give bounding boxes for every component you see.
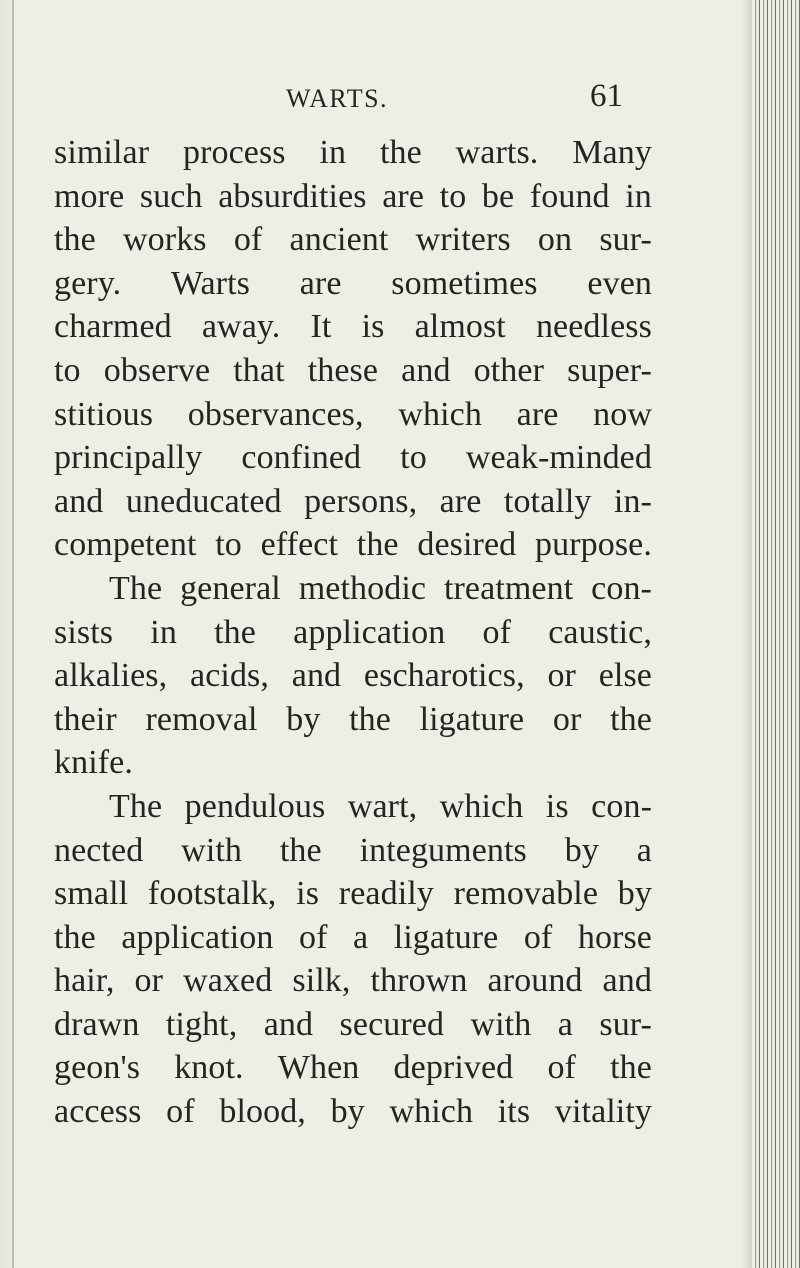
word: by bbox=[617, 875, 652, 913]
word: in bbox=[150, 613, 177, 651]
word: be bbox=[481, 177, 515, 215]
word: charmed bbox=[54, 308, 172, 346]
word: the bbox=[279, 831, 322, 869]
word: of bbox=[547, 1049, 576, 1087]
word: or bbox=[134, 962, 164, 1000]
word: the bbox=[610, 700, 652, 738]
word: ligature bbox=[419, 700, 525, 738]
word: the bbox=[214, 613, 256, 651]
word: to bbox=[215, 526, 242, 564]
word: which bbox=[439, 787, 524, 825]
word: by bbox=[330, 1093, 365, 1131]
word: principally bbox=[54, 439, 203, 477]
word: access bbox=[54, 1093, 142, 1131]
text-line bbox=[54, 218, 652, 262]
running-head bbox=[54, 76, 654, 120]
word: of bbox=[482, 613, 512, 651]
word: is bbox=[545, 787, 569, 825]
word: these bbox=[307, 351, 379, 389]
word: on bbox=[537, 221, 573, 259]
word: that bbox=[233, 351, 285, 389]
text-line bbox=[54, 393, 652, 437]
word: with bbox=[181, 831, 243, 869]
word: super- bbox=[567, 351, 652, 389]
text-line bbox=[54, 916, 652, 960]
word: desired bbox=[417, 526, 517, 564]
text-line bbox=[54, 785, 652, 829]
word: found bbox=[529, 177, 610, 215]
word: readily bbox=[338, 875, 434, 913]
word: waxed bbox=[183, 962, 273, 1000]
word: general bbox=[180, 569, 281, 607]
word: sur- bbox=[599, 1005, 652, 1043]
word: a bbox=[636, 831, 652, 869]
word: works bbox=[123, 221, 207, 259]
word: When bbox=[277, 1049, 360, 1087]
word: or bbox=[552, 700, 582, 738]
text-line bbox=[54, 872, 652, 916]
word: removal bbox=[145, 700, 258, 738]
word: around bbox=[487, 962, 583, 1000]
word: geon's bbox=[54, 1049, 141, 1087]
word: gery. bbox=[54, 264, 122, 302]
word: escharotics, bbox=[363, 657, 525, 695]
word: the bbox=[379, 134, 422, 171]
word: deprived bbox=[393, 1049, 514, 1087]
word: confined bbox=[241, 439, 362, 477]
word: con- bbox=[591, 787, 652, 825]
word: wart, bbox=[347, 787, 418, 825]
word: methodic bbox=[298, 569, 427, 607]
word: ligature bbox=[393, 918, 499, 956]
text-line bbox=[54, 1090, 652, 1134]
word: of bbox=[233, 221, 263, 259]
word: treatment bbox=[443, 569, 574, 607]
word: absurdities bbox=[218, 177, 367, 215]
word: in bbox=[625, 177, 652, 215]
word: footstalk, bbox=[147, 875, 277, 913]
word: of bbox=[523, 918, 553, 956]
text-line bbox=[54, 829, 652, 873]
text-line bbox=[54, 567, 652, 611]
word: a bbox=[557, 1005, 573, 1043]
text-line bbox=[54, 349, 652, 393]
word: to bbox=[54, 351, 81, 389]
word: the bbox=[54, 918, 96, 956]
word: knife. bbox=[54, 744, 133, 782]
word: hair, bbox=[54, 962, 115, 1000]
word: process bbox=[182, 134, 286, 171]
text-line bbox=[54, 1003, 652, 1047]
word: or bbox=[547, 657, 576, 695]
word: are bbox=[299, 264, 342, 302]
page-curl-shadow bbox=[742, 0, 752, 1268]
word: observances, bbox=[187, 395, 364, 433]
word: the bbox=[356, 526, 399, 564]
word: sur- bbox=[599, 221, 652, 259]
text-line bbox=[54, 1046, 652, 1090]
word: which bbox=[398, 395, 482, 433]
word: such bbox=[139, 177, 203, 215]
word: with bbox=[470, 1005, 532, 1043]
word: tight, bbox=[165, 1005, 238, 1043]
text-line bbox=[54, 175, 652, 219]
word: competent bbox=[54, 526, 197, 564]
word: weak-minded bbox=[465, 439, 652, 477]
text-line bbox=[54, 436, 652, 480]
word: the bbox=[54, 221, 96, 259]
word: vitality bbox=[554, 1093, 652, 1131]
word: more bbox=[54, 177, 125, 215]
word: purpose. bbox=[535, 526, 652, 564]
word: caustic, bbox=[548, 613, 652, 651]
word: a bbox=[353, 918, 369, 956]
word: The bbox=[109, 569, 163, 607]
word: now bbox=[593, 395, 652, 433]
word: is bbox=[296, 875, 320, 913]
word: by bbox=[286, 700, 321, 738]
word: integuments bbox=[359, 831, 527, 869]
word: knot. bbox=[174, 1049, 244, 1087]
word: to bbox=[400, 439, 427, 477]
word: and bbox=[401, 351, 451, 389]
word: are bbox=[382, 177, 425, 215]
text-line bbox=[54, 131, 652, 175]
word: is bbox=[361, 308, 385, 346]
text-line bbox=[54, 654, 652, 698]
word: stitious bbox=[54, 395, 154, 433]
word: which bbox=[389, 1093, 474, 1131]
text-line bbox=[54, 480, 652, 524]
running-title: WARTS. bbox=[286, 84, 389, 113]
word: and bbox=[263, 1005, 314, 1043]
word: removable bbox=[453, 875, 599, 913]
text-line bbox=[54, 523, 652, 567]
word: its bbox=[497, 1093, 531, 1131]
text-line bbox=[54, 698, 652, 742]
word: to bbox=[439, 177, 467, 215]
word: almost bbox=[414, 308, 506, 346]
word: warts. bbox=[455, 134, 539, 171]
word: needless bbox=[535, 308, 652, 346]
word: The bbox=[109, 787, 163, 825]
word: application bbox=[121, 918, 274, 956]
word: of bbox=[298, 918, 328, 956]
word: acids, bbox=[190, 657, 269, 695]
word: Many bbox=[572, 134, 652, 171]
word: of bbox=[166, 1093, 195, 1131]
word: in- bbox=[613, 482, 652, 520]
word: their bbox=[54, 700, 117, 738]
text-line bbox=[54, 959, 652, 1003]
book-page-edges bbox=[752, 0, 800, 1268]
word: and bbox=[602, 962, 652, 1000]
word: observe bbox=[103, 351, 211, 389]
word: It bbox=[310, 308, 332, 346]
word: are bbox=[439, 482, 482, 520]
page-number: 61 bbox=[590, 78, 623, 114]
word: silk, bbox=[292, 962, 351, 1000]
word: effect bbox=[260, 526, 339, 564]
word: are bbox=[516, 395, 559, 433]
word: application bbox=[293, 613, 446, 651]
word: sists bbox=[54, 613, 114, 651]
word: other bbox=[473, 351, 544, 389]
word: else bbox=[598, 657, 652, 695]
word: the bbox=[349, 700, 391, 738]
text-line bbox=[54, 741, 652, 785]
word: away. bbox=[201, 308, 281, 346]
word: similar bbox=[54, 134, 150, 171]
word: sometimes bbox=[391, 264, 538, 302]
word: even bbox=[587, 264, 652, 302]
word: persons, bbox=[304, 482, 418, 520]
left-margin-rule bbox=[12, 0, 14, 1268]
word: con- bbox=[591, 569, 652, 607]
word: blood, bbox=[219, 1093, 306, 1131]
word: nected bbox=[54, 831, 144, 869]
book-page bbox=[54, 76, 654, 1134]
word: horse bbox=[577, 918, 652, 956]
word: secured bbox=[339, 1005, 445, 1043]
word: by bbox=[564, 831, 599, 869]
word: pendulous bbox=[184, 787, 326, 825]
text-line bbox=[54, 611, 652, 655]
word: small bbox=[54, 875, 129, 913]
word: ancient bbox=[289, 221, 389, 259]
word: Warts bbox=[170, 264, 250, 302]
word: the bbox=[610, 1049, 652, 1087]
word: uneducated bbox=[125, 482, 282, 520]
text-line bbox=[54, 262, 652, 306]
word: in bbox=[319, 134, 347, 171]
word: alkalies, bbox=[54, 657, 168, 695]
body-text bbox=[54, 131, 654, 1134]
word: thrown bbox=[370, 962, 468, 1000]
word: and bbox=[54, 482, 104, 520]
word: totally bbox=[503, 482, 592, 520]
word: and bbox=[291, 657, 342, 695]
word: writers bbox=[415, 221, 511, 259]
text-line bbox=[54, 305, 652, 349]
word: drawn bbox=[54, 1005, 140, 1043]
